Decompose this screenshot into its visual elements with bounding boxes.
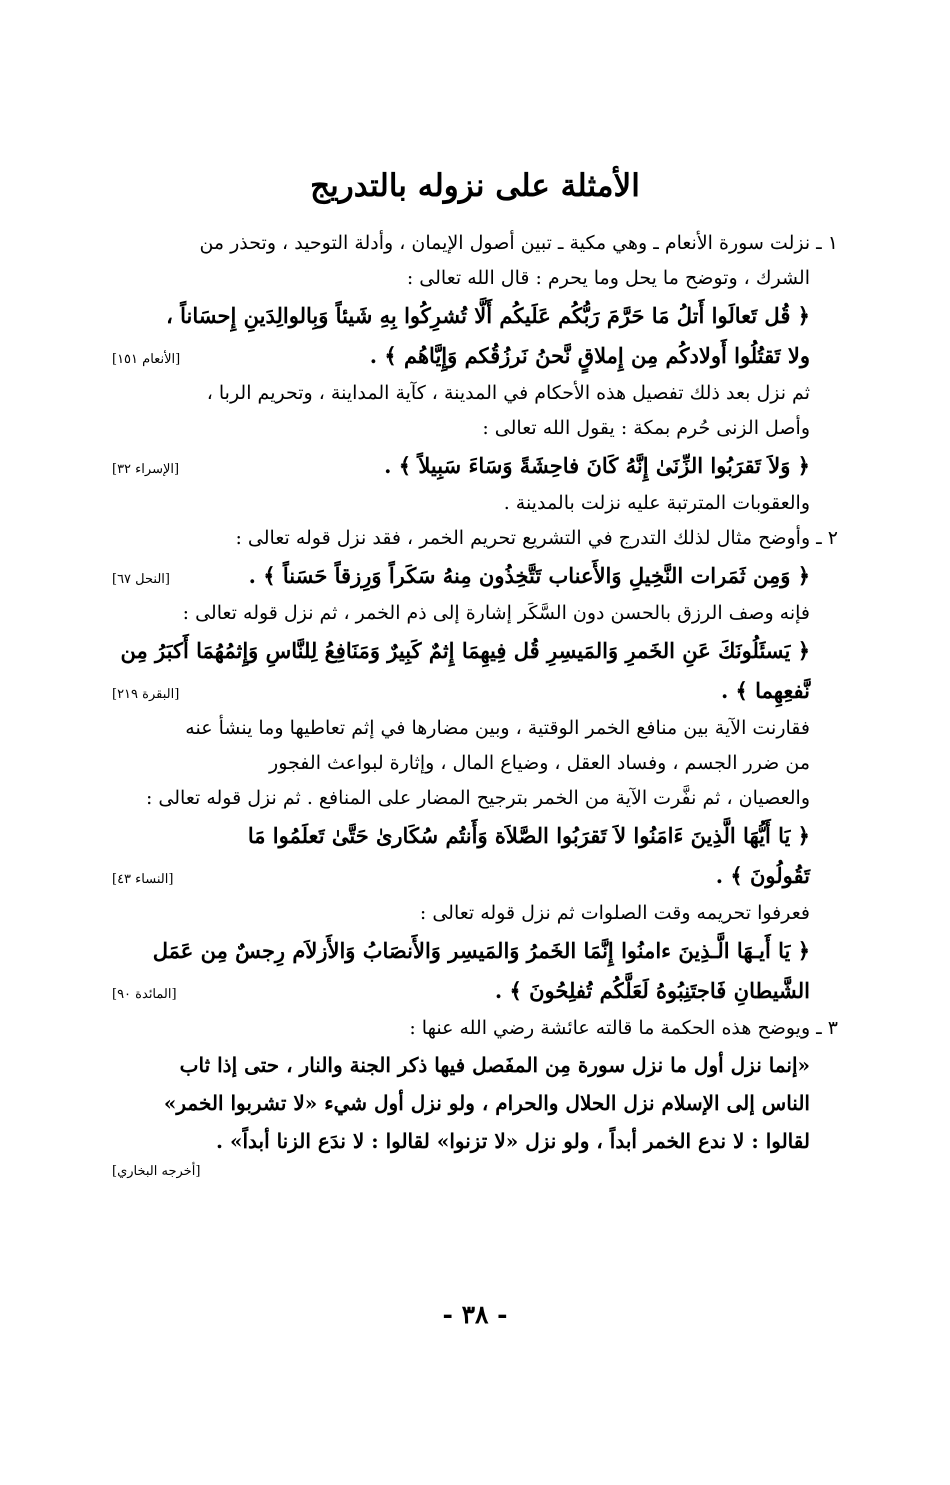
text-line [108,521,838,556]
quran-verse-line [108,816,838,856]
line-text: وأصل الزنى حُرم بمكة : يقول الله تعالى : [482,417,810,439]
verse-reference: [الأنعام ١٥١] [112,352,181,367]
text-line [108,226,838,261]
line-text: «إنما نزل أول ما نزل سورة مِن المفَصل فيها ذكر الجنة والنار ، حتى إذا ثاب [179,1053,810,1077]
line-text: فعرفوا تحريمه وقت الصلوات ثم نزل قوله تعالى : [419,902,810,924]
verse-reference: [النساء ٤٣] [112,872,174,887]
line-text: ولا تَقتُلُوا أَولادكُم مِن إِملاقٍ نَّحنُ نَرزُقُكم وَإِيَّاهُم ﴾ . [369,343,810,368]
text-line [108,896,838,931]
page-number: - ٣٨ - [442,1300,508,1329]
text-line [108,411,838,446]
text-line [108,261,838,296]
quran-verse-line [108,931,838,971]
citation-line [108,1160,838,1184]
text-line [108,596,838,631]
verse-reference: [البقرة ٢١٩] [112,687,180,702]
quran-verse-line [108,671,838,711]
line-text: ثم نزل بعد ذلك تفصيل هذه الأحكام في المدينة ، كآية المداينة ، وتحريم الربا ، [206,382,810,404]
quran-verse-line [108,631,838,671]
line-text: الناس إلى الإسلام نزل الحلال والحرام ، ولو نزل أول شيء «لا تشربوا الخمر» [163,1091,810,1115]
text-line [108,746,838,781]
line-text: الشرك ، وتوضح ما يحل وما يحرم : قال الله تعالى : [406,267,810,289]
body-text [108,226,838,1184]
line-text: ١ ـ نزلت سورة الأنعام ـ وهي مكية ـ تبين أصول الإيمان ، وأدلة التوحيد ، وتحذر من [199,232,838,254]
verse-reference: [المائدة ٩٠] [112,987,177,1002]
line-text: فقارنت الآية بين منافع الخمر الوقتية ، وبين مضارها في إثم تعاطيها وما ينشأ عنه [185,717,810,739]
text-line [108,781,838,816]
text-line [108,376,838,411]
line-text: تَقُولُونَ ﴾ . [715,863,810,888]
quran-verse-line [108,296,838,336]
quran-verse-line [108,556,838,596]
quran-verse-line [108,336,838,376]
line-text: نَّفعِهِما ﴾ . [720,678,810,703]
line-text: ﴿ وَمِن ثَمَرات النَّخِيلِ وَالأَعناب تَتَّخِذُون مِنهُ سَكَراً وَرِزقاً حَسَناً ﴾ . [248,563,810,588]
hadith-line [108,1122,838,1160]
line-text: من ضرر الجسم ، وفساد العقل ، وضياع المال ، وإثارة لبواعث الفجور [269,752,810,774]
verse-reference: [الإسراء ٣٢] [112,462,180,477]
verse-reference: [أخرجه البخاري] [112,1164,201,1179]
line-text: والعصيان ، ثم نفَّرت الآية من الخمر بترجيح المضار على المنافع . ثم نزل قوله تعالى : [145,787,810,809]
quran-verse-line [108,971,838,1011]
line-text: ﴿ يَا أَيـهَا الَّـذِينَ ءامنُوا إِنَّمَا الخَمرُ وَالمَيسِر وَالأَنصَابُ وَالأَزلاَم رِجسٌ مِن عَمَل [152,938,810,963]
page-title: الأمثلة على نزوله بالتدريج [310,168,640,204]
line-text: ﴿ قُل تَعالَوا أَتلُ مَا حَرَّمَ رَبُّكُم عَلَيكُم أَلَّا تُشرِكُوا بِهِ شَيئاً وَبِالوالِدَينِ إِحسَاناً ، [166,303,810,328]
line-text: والعقوبات المترتبة عليه نزلت بالمدينة . [503,492,810,514]
verse-reference: [النحل ٦٧] [112,572,170,587]
quran-verse-line [108,856,838,896]
line-text: فإنه وصف الرزق بالحسن دون السَّكَر إشارة إلى ذم الخمر ، ثم نزل قوله تعالى : [182,602,810,624]
text-line [108,486,838,521]
text-line [108,1011,838,1046]
line-text: ﴿ يَا أَيُّهَا الَّذِينَ ءَامَنُوا لاَ تَقرَبُوا الصَّلاَة وَأَنتُم سُكَارىٰ حَتَّىٰ تَعلَمُوا مَا [247,823,810,848]
line-text: ٢ ـ وأوضح مثال لذلك التدرج في التشريع تحريم الخمر ، فقد نزل قوله تعالى : [235,527,838,549]
text-line [108,711,838,746]
line-text: ﴿ يَسئَلُونَكَ عَنِ الخَمرِ وَالمَيسِرِ قُل فِيهِمَا إِثمٌ كَبِيرٌ وَمَنَافِعُ لِلنَّاسِ وَإِثمُهُمَا أَكبَرُ مِن [120,638,810,663]
line-text: ﴿ وَلاَ تَقرَبُوا الزِّنَىٰ إِنَّهُ كَانَ فاحِشَةً وَسَاءَ سَبِيلاً ﴾ . [384,453,810,478]
line-text: الشَّيطانِ فَاجتَنِبُوهُ لَعَلَّكُم تُفلِحُونَ ﴾ . [494,978,810,1003]
hadith-line [108,1084,838,1122]
hadith-line [108,1046,838,1084]
line-text: ٣ ـ ويوضح هذه الحكمة ما قالته عائشة رضي الله عنها : [409,1017,838,1039]
line-text: لقالوا : لا ندع الخمر أبداً ، ولو نزل «لا تزنوا» لقالوا : لا ندَع الزنا أبداً» . [216,1129,810,1153]
quran-verse-line [108,446,838,486]
